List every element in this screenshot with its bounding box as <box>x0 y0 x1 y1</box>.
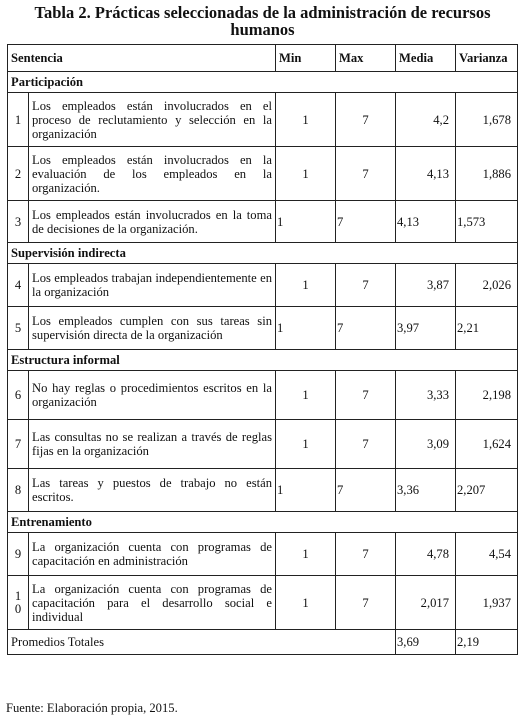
table-row <box>8 307 518 350</box>
table-row <box>8 147 518 201</box>
row-max: 7 <box>336 469 396 512</box>
row-max: 7 <box>336 201 396 243</box>
row-number: 9 <box>8 533 29 576</box>
row-media: 3,09 <box>396 420 456 469</box>
totals-row <box>8 630 518 655</box>
row-sentence: No hay reglas o procedimientos escritos en la organización <box>29 371 276 420</box>
row-min: 1 <box>276 533 336 576</box>
row-number: 5 <box>8 307 29 350</box>
table-row <box>8 371 518 420</box>
row-number: 4 <box>8 264 29 307</box>
header-min: Min <box>276 45 336 72</box>
row-sentence: Las consultas no se realizan a través de reglas fijas en la organización <box>29 420 276 469</box>
row-number: 2 <box>8 147 29 201</box>
row-media: 4,78 <box>396 533 456 576</box>
table-row <box>8 201 518 243</box>
section-row <box>8 350 518 371</box>
section-supervision: Supervisión indirecta <box>8 243 518 264</box>
row-number: 3 <box>8 201 29 243</box>
row-media: 4,2 <box>396 93 456 147</box>
table-row <box>8 469 518 512</box>
row-number: 6 <box>8 371 29 420</box>
row-min: 1 <box>276 201 336 243</box>
row-max: 7 <box>336 264 396 307</box>
row-varianza: 1,678 <box>456 93 518 147</box>
table-row <box>8 533 518 576</box>
row-max: 7 <box>336 576 396 630</box>
row-number: 7 <box>8 420 29 469</box>
row-varianza: 1,937 <box>456 576 518 630</box>
header-row <box>8 45 518 72</box>
row-min: 1 <box>276 147 336 201</box>
row-sentence: Las tareas y puestos de trabajo no están escritos. <box>29 469 276 512</box>
row-number <box>8 576 29 630</box>
row-min: 1 <box>276 264 336 307</box>
row-min: 1 <box>276 371 336 420</box>
row-number-stack <box>15 590 21 616</box>
row-min: 1 <box>276 576 336 630</box>
row-number-top: 1 <box>14 588 22 603</box>
caption-line-2: humanos <box>230 20 295 39</box>
row-sentence: Los empleados trabajan independientemente en la organización <box>29 264 276 307</box>
caption-line-1: Tabla 2. Prácticas seleccionadas de la administración de recursos <box>34 3 491 22</box>
section-participacion: Participación <box>8 72 518 93</box>
header-varianza: Varianza <box>456 45 518 72</box>
row-media: 3,97 <box>396 307 456 350</box>
row-sentence: La organización cuenta con programas de capacitación para el desarrollo social e individual <box>29 576 276 630</box>
table-row <box>8 576 518 630</box>
totals-label: Promedios Totales <box>8 630 396 655</box>
row-sentence: Los empleados están involucrados en el proceso de reclutamiento y selección en la organización <box>29 93 276 147</box>
section-row <box>8 243 518 264</box>
row-varianza: 2,207 <box>456 469 518 512</box>
table-caption <box>0 4 525 38</box>
row-max: 7 <box>336 93 396 147</box>
row-min: 1 <box>276 93 336 147</box>
row-media: 4,13 <box>396 147 456 201</box>
row-varianza: 2,026 <box>456 264 518 307</box>
row-media: 3,87 <box>396 264 456 307</box>
totals-varianza: 2,19 <box>456 630 518 655</box>
table-row <box>8 264 518 307</box>
section-estructura: Estructura informal <box>8 350 518 371</box>
row-number: 8 <box>8 469 29 512</box>
row-media: 2,017 <box>396 576 456 630</box>
row-varianza: 4,54 <box>456 533 518 576</box>
row-max: 7 <box>336 307 396 350</box>
section-row <box>8 72 518 93</box>
row-sentence: Los empleados cumplen con sus tareas sin supervisión directa de la organización <box>29 307 276 350</box>
row-sentence: Los empleados están involucrados en la toma de decisiones de la organización. <box>29 201 276 243</box>
row-min: 1 <box>276 307 336 350</box>
row-varianza: 1,573 <box>456 201 518 243</box>
row-sentence: La organización cuenta con programas de capacitación en administración <box>29 533 276 576</box>
row-sentence: Los empleados están involucrados en la evaluación de los empleados en la organización. <box>29 147 276 201</box>
row-max: 7 <box>336 371 396 420</box>
section-entrenamiento: Entrenamiento <box>8 512 518 533</box>
header-media: Media <box>396 45 456 72</box>
table-row <box>8 93 518 147</box>
row-max: 7 <box>336 533 396 576</box>
row-min: 1 <box>276 469 336 512</box>
row-number: 1 <box>8 93 29 147</box>
row-media: 3,33 <box>396 371 456 420</box>
row-number-bottom: 0 <box>14 601 22 616</box>
row-media: 3,36 <box>396 469 456 512</box>
row-varianza: 2,21 <box>456 307 518 350</box>
row-max: 7 <box>336 147 396 201</box>
row-min: 1 <box>276 420 336 469</box>
header-sentencia: Sentencia <box>8 45 276 72</box>
header-max: Max <box>336 45 396 72</box>
row-media: 4,13 <box>396 201 456 243</box>
table-row <box>8 420 518 469</box>
totals-media: 3,69 <box>396 630 456 655</box>
row-varianza: 1,886 <box>456 147 518 201</box>
row-varianza: 2,198 <box>456 371 518 420</box>
section-row <box>8 512 518 533</box>
practices-table <box>7 44 518 655</box>
source-note: Fuente: Elaboración propia, 2015. <box>6 701 178 715</box>
row-varianza: 1,624 <box>456 420 518 469</box>
row-max: 7 <box>336 420 396 469</box>
